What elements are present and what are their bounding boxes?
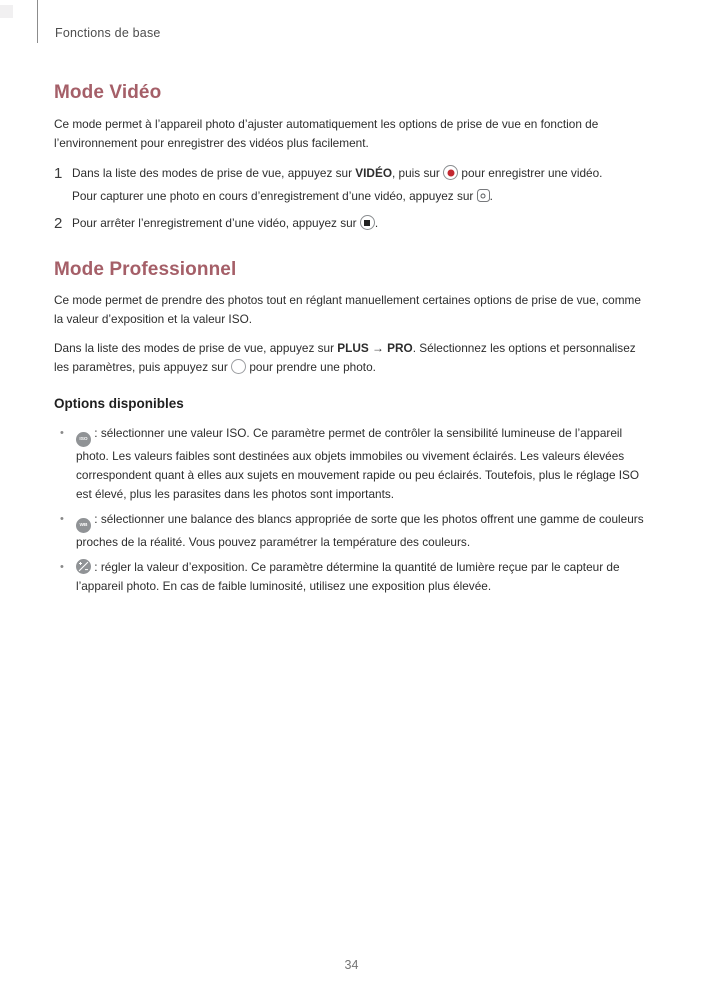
video-steps: [54, 164, 652, 233]
arrow-glyph: →: [368, 341, 388, 355]
pro-intro-paragraph: Ce mode permet de prendre des photos tout en réglant manuellement certaines options de prise de vue, comme la valeur d’exposition et la valeur ISO.: [54, 293, 641, 326]
white-balance-icon: WB: [76, 518, 91, 533]
page-edge-artifact: [0, 5, 13, 18]
record-icon: [443, 165, 458, 180]
iso-icon: ISO: [76, 432, 91, 447]
exposure-icon: [76, 559, 91, 574]
step-1-number: 1: [54, 165, 63, 182]
section-title-video: Mode Vidéo: [54, 82, 162, 103]
plus-mode-label: PLUS: [337, 341, 369, 355]
step-1-subline: Pour capturer une photo en cours d’enregistrement d’une vidéo, appuyez sur .: [72, 189, 493, 203]
options-list: [54, 424, 652, 596]
running-header: Fonctions de base: [55, 26, 161, 40]
stop-icon: [360, 215, 375, 230]
step-2-text: Pour arrêter l’enregistrement d’une vidéo, appuyez sur .: [72, 216, 379, 230]
option-iso: • ISO : sélectionner une valeur ISO. Ce paramètre permet de contrôler la sensibilité lumineuse de l’appareil photo. Les valeurs faibles sont destinées aux objets immobiles ou vivement éclairés. Les valeurs élevées correspondent quant à elles aux sujets en mouvement rapide ou peu éclairés. Toutefois, plus le réglage ISO est élevé, plus les parasites dans les photos sont importants.: [54, 424, 652, 504]
section-title-pro: Mode Professionnel: [54, 259, 237, 280]
header-divider: [37, 0, 38, 43]
option-exposure: • : régler la valeur d’exposition. Ce paramètre détermine la quantité de lumière reçue par le capteur de l’appareil photo. En cas de faible luminosité, utilisez une exposition plus élevée.: [54, 558, 652, 596]
page-content: [0, 41, 703, 596]
video-intro-paragraph: Ce mode permet à l’appareil photo d’ajuster automatiquement les options de prise de vue en fonction de l’environnement pour enregistrer des vidéos plus facilement.: [54, 117, 599, 150]
bullet-glyph: •: [60, 561, 64, 573]
options-title: Options disponibles: [54, 396, 184, 411]
option-white-balance: • WB : sélectionner une balance des blancs appropriée de sorte que les photos offrent une gamme de couleurs proches de la réalité. Vous pouvez paramétrer la température des couleurs.: [54, 510, 652, 552]
step-1: [54, 164, 652, 206]
step-1-text: Dans la liste des modes de prise de vue, appuyez sur VIDÉO, puis sur pour enregistrer une vidéo. Pour capturer une photo en cours d’enregistrement d’une vidéo, appuyez sur .: [72, 164, 602, 206]
bullet-glyph: •: [60, 427, 64, 439]
step-2-number: 2: [54, 215, 63, 232]
capture-photo-icon: [477, 189, 490, 202]
step-2: [54, 214, 652, 233]
bullet-glyph: •: [60, 513, 64, 525]
pro-instruction-paragraph: Dans la liste des modes de prise de vue, appuyez sur PLUS → PRO. Sélectionnez les options et personnalisez les paramètres, puis appuyez sur pour prendre une photo.: [54, 341, 636, 374]
pro-mode-label: PRO: [387, 341, 413, 355]
page-number: 34: [344, 958, 359, 972]
video-mode-label: VIDÉO: [355, 166, 392, 180]
shutter-icon: [231, 359, 246, 374]
